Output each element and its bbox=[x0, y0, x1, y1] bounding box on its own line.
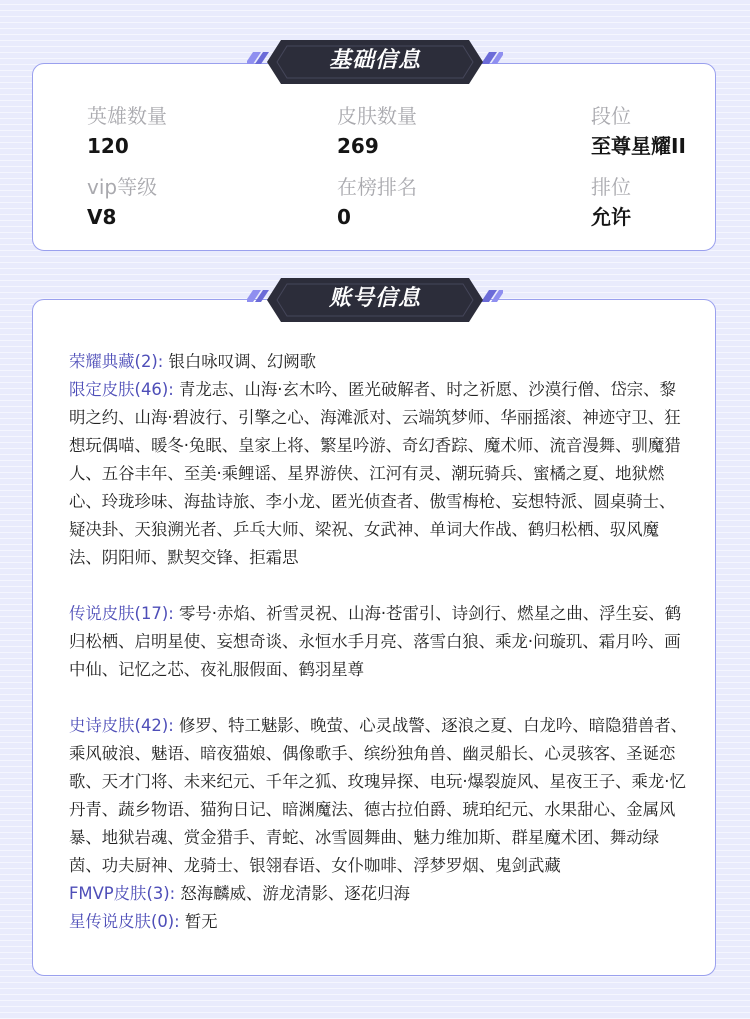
hero-count-value: 120 bbox=[87, 134, 129, 158]
board-rank-label: 在榜排名 bbox=[337, 175, 417, 199]
skin-count-label: 皮肤数量 bbox=[337, 104, 417, 128]
limited-skins-value: 青龙志、山海·玄木吟、匿光破解者、时之祈愿、沙漠行僧、岱宗、黎明之约、山海·碧波行、引擎之心、海滩派对、云端筑梦师、华丽摇滚、神迹守卫、狂想玩偶喵、暖冬·兔眠、皇家上将、繁星吟游、奇幻香踪、魔术师、流音漫舞、驯魔猎人、五谷丰年、至美·乘鲤谣、星界游侠、江河有灵、潮玩骑兵、蜜橘之夏、地狱燃心、玲珑珍味、海盐诗旅、李小龙、匿光侦查者、傲雪梅枪、妄想特派、圆桌骑士、疑决卦、天狼溯光者、乒乓大师、梁祝、女武神、单词大作战、鹤归松栖、驭风魔法、阴阳师、默契交锋、拒霜思 bbox=[69, 380, 681, 567]
epic-skins-row bbox=[69, 712, 689, 880]
limited-skins-label: 限定皮肤(46): bbox=[69, 380, 174, 399]
vip-label: vip等级 bbox=[87, 175, 158, 199]
basic-info-banner bbox=[247, 38, 503, 86]
board-rank-cell bbox=[337, 175, 577, 229]
glory-collection-label: 荣耀典藏(2): bbox=[69, 352, 164, 371]
position-label: 排位 bbox=[591, 175, 631, 199]
skin-list bbox=[69, 348, 689, 936]
skin-count-value: 269 bbox=[337, 134, 379, 158]
account-info-title: 账号信息 bbox=[328, 286, 421, 311]
rank-cell bbox=[591, 104, 731, 158]
star-legend-skins-value: 暂无 bbox=[184, 912, 218, 931]
glory-collection-value: 银白咏叹调、幻阙歌 bbox=[168, 352, 317, 371]
legend-skins-row bbox=[69, 600, 689, 684]
hero-count-cell bbox=[87, 104, 327, 158]
fmvp-skins-value: 怒海麟威、游龙清影、逐花归海 bbox=[180, 884, 410, 903]
fmvp-skins-row bbox=[69, 880, 689, 908]
basic-info-card bbox=[32, 63, 716, 251]
vip-value: V8 bbox=[87, 205, 117, 229]
rank-value: 至尊星耀II bbox=[591, 134, 686, 158]
limited-skins-row bbox=[69, 376, 689, 572]
glory-collection-row bbox=[69, 348, 689, 376]
account-info-banner bbox=[247, 276, 503, 324]
position-cell bbox=[591, 175, 731, 229]
hero-count-label: 英雄数量 bbox=[87, 104, 167, 128]
legend-skins-value: 零号·赤焰、祈雪灵祝、山海·苍雷引、诗剑行、燃星之曲、浮生妄、鹤归松栖、启明星使、妄想奇谈、永恒水手月亮、落雪白狼、乘龙·问璇玑、霜月吟、画中仙、记忆之芯、夜礼服假面、鹤羽星尊 bbox=[69, 604, 682, 679]
star-legend-skins-label: 星传说皮肤(0): bbox=[69, 912, 180, 931]
star-legend-skins-row bbox=[69, 908, 689, 936]
position-value: 允许 bbox=[591, 205, 631, 229]
legend-skins-label: 传说皮肤(17): bbox=[69, 604, 174, 623]
account-info-card bbox=[32, 299, 716, 976]
vip-cell bbox=[87, 175, 327, 229]
basic-info-title: 基础信息 bbox=[328, 48, 421, 73]
board-rank-value: 0 bbox=[337, 205, 351, 229]
skin-count-cell bbox=[337, 104, 577, 158]
rank-label: 段位 bbox=[591, 104, 631, 128]
fmvp-skins-label: FMVP皮肤(3): bbox=[69, 884, 176, 903]
epic-skins-value: 修罗、特工魅影、晚萤、心灵战警、逐浪之夏、白龙吟、暗隐猎兽者、乘风破浪、魅语、暗夜猫娘、偶像歌手、缤纷独角兽、幽灵船长、心灵骇客、圣诞恋歌、天才门将、未来纪元、千年之狐、玫瑰异探、电玩·爆裂旋风、星夜王子、乘龙·忆丹青、蔬乡物语、猫狗日记、暗渊魔法、德古拉伯爵、琥珀纪元、水果甜心、金属风暴、地狱岩魂、赏金猎手、青蛇、冰雪圆舞曲、魅力维加斯、群星魔术团、舞动绿茵、功夫厨神、龙骑士、银翎春语、女仆咖啡、浮梦罗烟、鬼剑武藏 bbox=[69, 716, 688, 875]
epic-skins-label: 史诗皮肤(42): bbox=[69, 716, 174, 735]
